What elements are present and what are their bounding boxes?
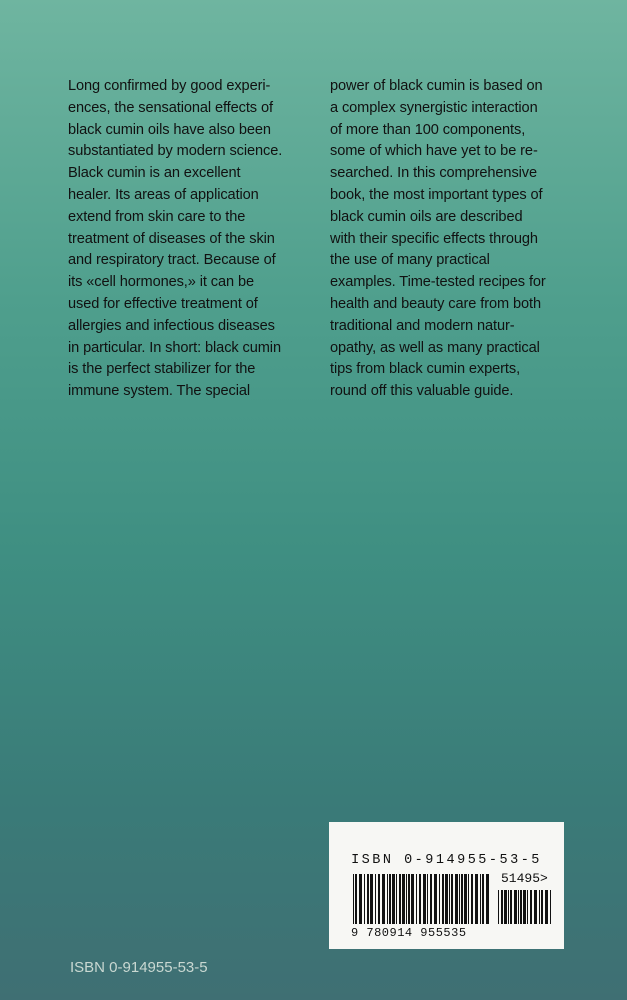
barcode-bar <box>520 890 522 924</box>
barcode-bar <box>392 874 395 924</box>
barcode-bar <box>378 874 380 924</box>
barcode-bar <box>419 874 421 924</box>
barcode-bar <box>382 874 385 924</box>
barcode-bar <box>527 890 528 924</box>
barcode-bar <box>461 874 463 924</box>
barcode-bar <box>359 874 362 924</box>
barcode-bar <box>364 874 365 924</box>
barcode-bar <box>486 874 489 924</box>
barcode-bar <box>445 874 448 924</box>
barcode-bar <box>480 874 481 924</box>
barcode-bar <box>451 874 453 924</box>
barcode-bar <box>518 890 519 924</box>
barcode-bar <box>416 874 417 924</box>
addon-number: 51495> <box>501 871 548 886</box>
barcode-isbn-text: ISBN 0-914955-53-5 <box>351 853 542 868</box>
barcode-bar <box>406 874 407 924</box>
barcode-bar <box>504 890 507 924</box>
barcode-bar <box>539 890 540 924</box>
barcode-label <box>329 822 564 949</box>
barcode-bar <box>396 874 397 924</box>
barcode-bar <box>427 874 428 924</box>
barcode-bar <box>455 874 458 924</box>
barcode-bar <box>389 874 391 924</box>
barcode-bar <box>434 874 437 924</box>
barcode-bar <box>439 874 440 924</box>
barcode-bar <box>541 890 543 924</box>
barcode-bar <box>545 890 548 924</box>
barcode-bar <box>459 874 460 924</box>
description-left-text: Long confirmed by good experi- ences, the sensational effects of black cumin oils have also been substantiated by modern science. Black cumin is an excellent healer. Its areas of application extend from skin care to the treatment of diseases of the skin and respiratory tract. Because of its «cell hormones,» it can be used for effective treatment of allergies and infectious diseases in particular. In short: black cumin is the perfect stabilizer for the immune system. The special <box>68 78 283 400</box>
barcode-bar <box>523 890 526 924</box>
barcode-bar <box>501 890 503 924</box>
barcode-bar <box>423 874 426 924</box>
barcode-bar <box>471 874 473 924</box>
barcode-bar <box>430 874 432 924</box>
barcode-bar <box>530 890 532 924</box>
barcode-bar <box>468 874 469 924</box>
ean-barcode <box>353 874 490 924</box>
barcode-bar <box>442 874 444 924</box>
barcode-bar <box>482 874 484 924</box>
footer-isbn: ISBN 0-914955-53-5 <box>70 959 208 976</box>
barcode-bar <box>353 874 354 924</box>
barcode-bar <box>387 874 388 924</box>
description-left-column <box>68 76 304 403</box>
barcode-bar <box>464 874 467 924</box>
barcode-bar <box>550 890 551 924</box>
barcode-bar <box>399 874 401 924</box>
addon-barcode <box>498 890 554 924</box>
barcode-bar <box>375 874 376 924</box>
barcode-bar <box>402 874 405 924</box>
description-right-column <box>330 76 566 403</box>
description-right-text: power of black cumin is based on a complex synergistic interaction of more than 100 components, some of which have yet to be re- searched. In this comprehensive book, the most important types of black cumin oils are described with their specific effects through the use of many practical examples. Time-tested recipes for health and beauty care from both traditional and modern natur- opathy, as well as many practical tips from black cumin experts, round off this valuable guide. <box>330 78 546 400</box>
barcode-bar <box>367 874 369 924</box>
barcode-bar <box>355 874 357 924</box>
barcode-bar <box>408 874 410 924</box>
barcode-bar <box>370 874 373 924</box>
barcode-bar <box>514 890 517 924</box>
barcode-bar <box>508 890 509 924</box>
barcode-bar <box>498 890 499 924</box>
barcode-bar <box>411 874 414 924</box>
barcode-bar <box>475 874 478 924</box>
barcode-bar <box>449 874 450 924</box>
barcode-bar <box>534 890 537 924</box>
ean-number: 9 780914 955535 <box>351 926 467 940</box>
barcode-bar <box>510 890 512 924</box>
